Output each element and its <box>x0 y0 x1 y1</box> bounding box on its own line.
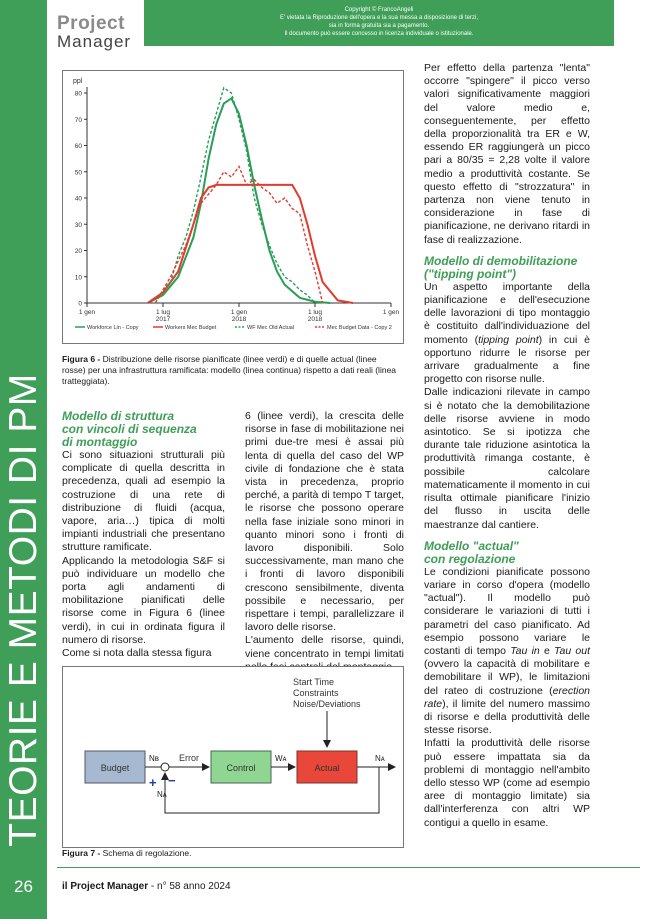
logo-line2: Manager <box>57 32 132 51</box>
paragraph: Ci sono situazioni strutturali più complicate di quella descritta in precedenza, quali ad esempio la costruzione di una rete di distribuzione di fluidi (acqua, vapore, aria…) tipica di molti impianti industriali che presentano strutture ramificate. <box>62 449 225 554</box>
disturbance-label: Start Time <box>293 677 335 687</box>
copyright-line: Il documento può essere concesso in licenza individuale o istituzionale. <box>284 31 474 37</box>
disturbance-label: Noise/Deviations <box>293 699 361 709</box>
copyright-banner <box>144 0 614 46</box>
issue-info: - n° 58 anno 2024 <box>148 881 231 892</box>
x-tick-label: 1 gen <box>78 309 96 316</box>
section-heading <box>62 410 225 449</box>
section-heading <box>424 255 590 281</box>
sidebar <box>0 0 47 919</box>
paragraph: Applicando la metodologia S&F si può individuare un modello che porta agli andamenti di mobilitazione pianificati delle risorse come in Figura 6 (linee verdi), in cui in ordinata figura il numero di risorse. <box>62 554 225 646</box>
logo <box>57 14 131 50</box>
section-title: TEORIE E METODI DI PM <box>2 373 45 847</box>
wa-label: Wᴀ <box>275 754 287 763</box>
resource-distribution-chart <box>63 71 403 343</box>
legend-entry: Workforce Lin - Copy <box>87 325 139 331</box>
minus-sign: − <box>168 773 176 788</box>
figure-6-caption-label: Figura 6 - <box>62 354 101 364</box>
heading-line: Modello di demobilitazione <box>424 253 578 268</box>
y-tick-label: 20 <box>74 248 82 255</box>
control-label: Control <box>226 763 256 773</box>
heading-line: Modello di struttura <box>62 409 174 423</box>
y-axis-label: ppl <box>73 78 83 85</box>
right-column <box>424 62 590 830</box>
series-line <box>148 98 330 303</box>
figure-6-caption-text: Distribuzione delle risorse pianificate (linee verdi) e di quelle actual (linee rosse) per una infrastruttura ramificata: modello (linea continua) rispetto a dati reali (linea tratteggiata). <box>62 354 397 386</box>
y-tick-label: 30 <box>74 221 82 229</box>
paragraph: Infatti la produttività delle risorse può essere impattata sia da problemi di montaggio nell'ambito dello stesso WP (come ad esempio aree di montaggio limitate) sia dall'interferenza con altri WP contigui a quello in esame. <box>424 737 590 829</box>
heading-line: con regolazione <box>424 551 516 566</box>
regulation-schema-diagram <box>63 667 403 847</box>
y-tick-label: 50 <box>74 169 82 177</box>
x-tick-label: 1 lug <box>155 309 171 316</box>
y-tick-label: 60 <box>74 143 82 150</box>
na-output-label: Nᴀ <box>375 754 385 763</box>
budget-label: Budget <box>100 763 130 773</box>
footer <box>62 881 231 892</box>
logo-line1: Project <box>57 13 125 34</box>
error-label: Error <box>179 753 199 763</box>
heading-line: con vincoli di sequenza <box>62 422 197 436</box>
figure-7-caption-text: Schema di regolazione. <box>100 848 192 858</box>
heading-line: Modello "actual" <box>424 538 519 553</box>
disturbance-label: Constraints <box>293 688 339 698</box>
x-tick-year: 2018 <box>307 316 323 323</box>
x-tick-year: 2018 <box>231 316 247 323</box>
paragraph: Le condizioni pianificate possono variare in corso d'opera (modello "actual"). Il modello può considerare le variazioni di tutti i parametri del caso pianificato. Ad esempio possono variare le costanti di tempo Tau in e Tau out (ovvero la capacità di mobilitare e demobilitare il WP), le limitazioni del rateo di costruzione (erection rate), il limite del numero massimo di risorse e della produttività delle stesse risorse. <box>424 565 590 737</box>
figure-7-caption-label: Figura 7 - <box>62 848 101 858</box>
paragraph: Per effetto della partenza "lenta" occorre "spingere" il picco verso valori significativamente maggiori del valore medio e, conseguentemente, per effetto della proporzionalità tra ER e W, essendo ER raggiungerà un picco pari a 80/35 = 2,28 volte il valore medio a produttività costante. Se questo effetto di "strozzatura" in partenza non viene tenuto in considerazione in fase di pianificazione, ne derivano ritardi in fase di realizzazione. <box>424 62 590 246</box>
page-number: 26 <box>14 877 33 896</box>
y-tick-label: 0 <box>78 300 82 308</box>
paragraph: L'aumento delle risorse, quindi, viene concentrato in tempi limitati <box>245 634 404 660</box>
copyright-line: Copyright © FrancoAngeli <box>344 7 414 13</box>
nb-label: Nʙ <box>149 754 160 763</box>
paragraph: Dalle indicazioni rilevate in campo si è notato che la demobilitazione delle risorse avviene in modo asintotico. Se si ipotizza che durante tale riduzione asintotica la produttività rimanga costante, è possibile calcolare matematicamente il momento in cui risulta ottimale pianificare l'inizio del flusso in uscita delle maestranze dal cantiere. <box>424 386 590 531</box>
section-heading <box>424 540 590 566</box>
series-line <box>155 167 322 304</box>
copyright-line: E' vietata la Riproduzione dell'opera e la sua messa a disposizione di terzi, <box>279 15 479 21</box>
x-tick-year: 2017 <box>155 316 171 323</box>
legend-entry: Mec Budget Data - Copy 2 <box>327 325 392 331</box>
x-tick-label: 1 gen <box>382 309 400 316</box>
na-feedback-label: Nᴀ <box>157 790 167 799</box>
actual-label: Actual <box>314 763 340 773</box>
copyright-line: sia in forma gratuita sia a pagamento. <box>328 23 430 29</box>
footer-divider <box>57 867 640 868</box>
figure-7 <box>62 666 404 848</box>
heading-line: di montaggio <box>62 435 138 449</box>
heading-line: ("tipping point") <box>424 266 517 281</box>
x-tick-label: 1 lug <box>307 309 323 316</box>
series-line <box>148 185 353 303</box>
paragraph: Come si nota dalla stessa figura <box>62 647 212 660</box>
y-tick-label: 70 <box>74 116 82 124</box>
legend-entry: WF Mec Old Actual <box>247 325 295 331</box>
y-tick-label: 10 <box>74 274 82 282</box>
y-tick-label: 40 <box>74 195 82 203</box>
paragraph: Un aspetto importante della pianificazione e dell'esecuzione delle lavorazioni di tipo montaggio è costituito dall'individuazione del momento (tipping point) in cui è opportuno ridurre le risorse per arrivare gradualmente a fine progetto con risorse nulle. <box>424 280 590 386</box>
left-column <box>62 410 225 660</box>
middle-column <box>245 410 404 674</box>
x-tick-label: 1 gen <box>230 309 248 316</box>
y-tick-label: 80 <box>74 90 82 98</box>
paragraph: 6 (linee verdi), la crescita delle risorse in fase di mobilitazione nei primi due-tre mesi è assai più lenta di quella del caso del WP civile di fondazione che è stata vista in precedenza, proprio perché, a parità di tempo T target, le risorse che possono operare nella fase iniziale sono minori in quanto minori sono i fronti di lavoro disponibili. Solo successivamente, man mano che i fronti di lavoro disponibili crescono sensibilmente, diventa possibile e necessario, per rispettare i tempi, parallelizzare il lavoro delle risorse. <box>245 410 404 634</box>
plus-sign: + <box>149 775 157 790</box>
figure-7-caption <box>62 848 402 859</box>
legend-entry: Workers Mec Budget <box>165 325 217 331</box>
figure-6-caption <box>62 354 402 387</box>
figure-6 <box>62 70 404 344</box>
magazine-name: il Project Manager <box>62 881 149 892</box>
